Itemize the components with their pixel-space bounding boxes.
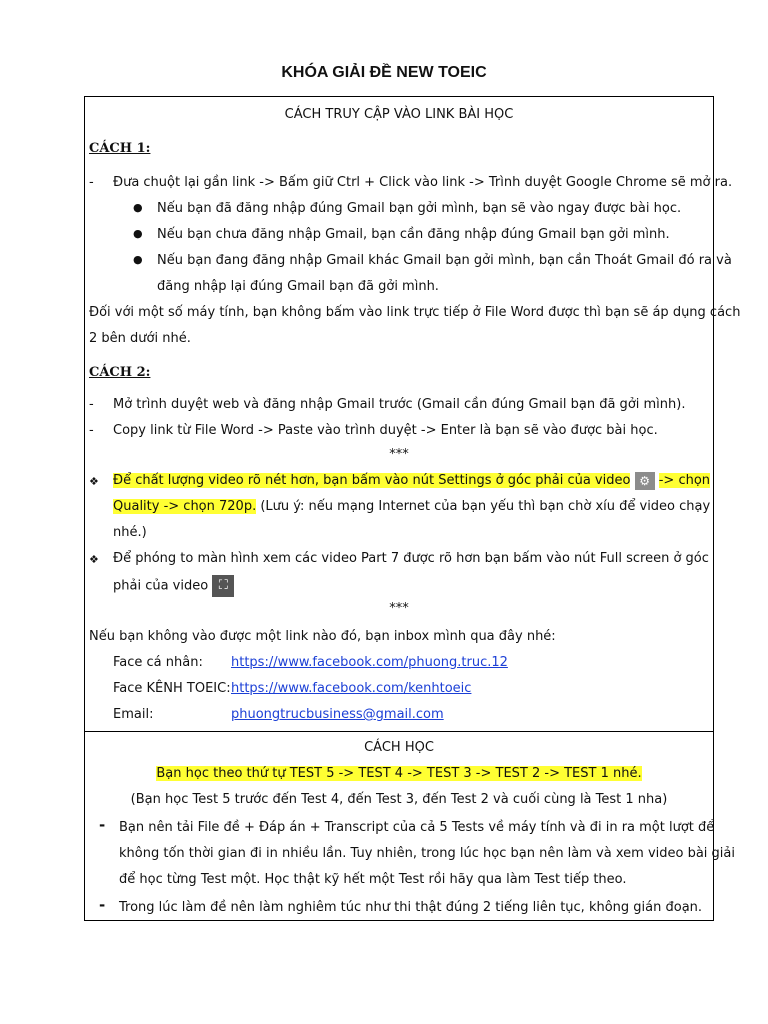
study-section <box>84 731 735 921</box>
quality-tip-line2 <box>113 497 710 517</box>
dash-bullet: - <box>99 816 106 834</box>
facebook-personal-link[interactable]: https://www.facebook.com/phuong.truc.12 <box>231 655 508 670</box>
quality-tip-text: Quality -> chọn 720p. <box>113 499 257 514</box>
study-order-text: Bạn học theo thứ tự TEST 5 -> TEST 4 -> TEST 3 -> TEST 2 -> TEST 1 nhé. <box>156 766 642 781</box>
gear-icon: ⚙ <box>635 472 655 490</box>
bullet-icon: ● <box>133 253 143 266</box>
method1-note-continued: 2 bên dưới nhé. <box>89 331 191 346</box>
study-order-note: (Bạn học Test 5 trước đến Test 4, đến Test 3, đến Test 2 và cuối cùng là Test 1 nha) <box>130 792 668 807</box>
method1-label: CÁCH 1: <box>89 141 151 156</box>
diamond-bullet-icon: ❖ <box>89 553 99 566</box>
method1-bullet: Nếu bạn đã đăng nhập đúng Gmail bạn gởi mình, bạn sẽ vào ngay được bài học. <box>157 201 682 216</box>
facebook-channel-link[interactable]: https://www.facebook.com/kenhtoeic <box>231 681 472 696</box>
method1-bullet-continuation: đăng nhập lại đúng Gmail bạn đã gởi mình. <box>157 279 439 294</box>
bullet-icon: ● <box>133 201 143 214</box>
fullscreen-tip-line2 <box>113 575 234 597</box>
method1-bullet: Nếu bạn chưa đăng nhập Gmail, bạn cần đăng nhập đúng Gmail bạn gởi mình. <box>157 227 670 242</box>
method2-step: Copy link từ File Word -> Paste vào trình duyệt -> Enter là bạn sẽ vào được bài học. <box>113 423 658 438</box>
method2-label: CÁCH 2: <box>89 365 151 380</box>
quality-tip-text: -> chọn <box>658 473 711 488</box>
fullscreen-tip-text: phải của video <box>113 578 209 594</box>
study-point-line: để học từng Test một. Học thật kỹ hết một Test rồi hãy qua làm Test tiếp theo. <box>119 872 627 887</box>
quality-tip-line1 <box>113 471 710 491</box>
dash-bullet: - <box>89 175 94 190</box>
contact-label: Email: <box>113 707 154 722</box>
separator: *** <box>389 601 409 616</box>
access-section <box>84 96 741 732</box>
method1-bullet: Nếu bạn đang đăng nhập Gmail khác Gmail bạn gởi mình, bạn cần Thoát Gmail đó ra và <box>157 253 732 268</box>
study-heading: CÁCH HỌC <box>364 740 434 755</box>
separator: *** <box>389 447 409 462</box>
study-point-line: không tốn thời gian đi in nhiều lần. Tuy nhiên, trong lúc học bạn nên làm và xem video bài giải <box>119 846 735 861</box>
fullscreen-icon: ⛶ <box>212 575 234 597</box>
dash-bullet: - <box>99 896 106 914</box>
dash-bullet: - <box>89 423 94 438</box>
method1-step: Đưa chuột lại gần link -> Bấm giữ Ctrl + Click vào link -> Trình duyệt Google Chrome sẽ mở ra. <box>113 175 733 190</box>
study-point-line: Trong lúc làm đề nên làm nghiêm túc như thi thật đúng 2 tiếng liên tục, không gián đoạn. <box>119 900 703 915</box>
contact-label: Face KÊNH TOEIC: <box>113 681 231 696</box>
email-link[interactable]: phuongtrucbusiness@gmail.com <box>231 707 444 722</box>
quality-tip-note-continued: nhé.) <box>113 525 147 540</box>
contact-label: Face cá nhân: <box>113 655 203 670</box>
document-title: KHÓA GIẢI ĐỀ NEW TOEIC <box>281 64 487 81</box>
method1-note: Đối với một số máy tính, bạn không bấm vào link trực tiếp ở File Word được thì bạn sẽ áp dụng cách <box>89 305 741 320</box>
study-point-line: Bạn nên tải File đề + Đáp án + Transcript của cả 5 Tests về máy tính và đi in ra một lượt để <box>119 820 715 835</box>
quality-tip-note: (Lưu ý: nếu mạng Internet của bạn yếu thì bạn chờ xíu để video chạy <box>260 499 711 514</box>
study-order <box>85 764 713 784</box>
contact-intro: Nếu bạn không vào được một link nào đó, bạn inbox mình qua đây nhé: <box>89 629 556 644</box>
diamond-bullet-icon: ❖ <box>89 475 99 488</box>
bullet-icon: ● <box>133 227 143 240</box>
fullscreen-tip-line1: Để phóng to màn hình xem các video Part 7 được rõ hơn bạn bấm vào nút Full screen ở góc <box>113 551 709 566</box>
quality-tip-text: Để chất lượng video rõ nét hơn, bạn bấm vào nút Settings ở góc phải của video <box>113 473 631 488</box>
dash-bullet: - <box>89 397 94 412</box>
method2-step: Mở trình duyệt web và đăng nhập Gmail trước (Gmail cần đúng Gmail bạn đã gởi mình). <box>113 397 686 412</box>
access-heading: CÁCH TRUY CẬP VÀO LINK BÀI HỌC <box>284 107 514 122</box>
